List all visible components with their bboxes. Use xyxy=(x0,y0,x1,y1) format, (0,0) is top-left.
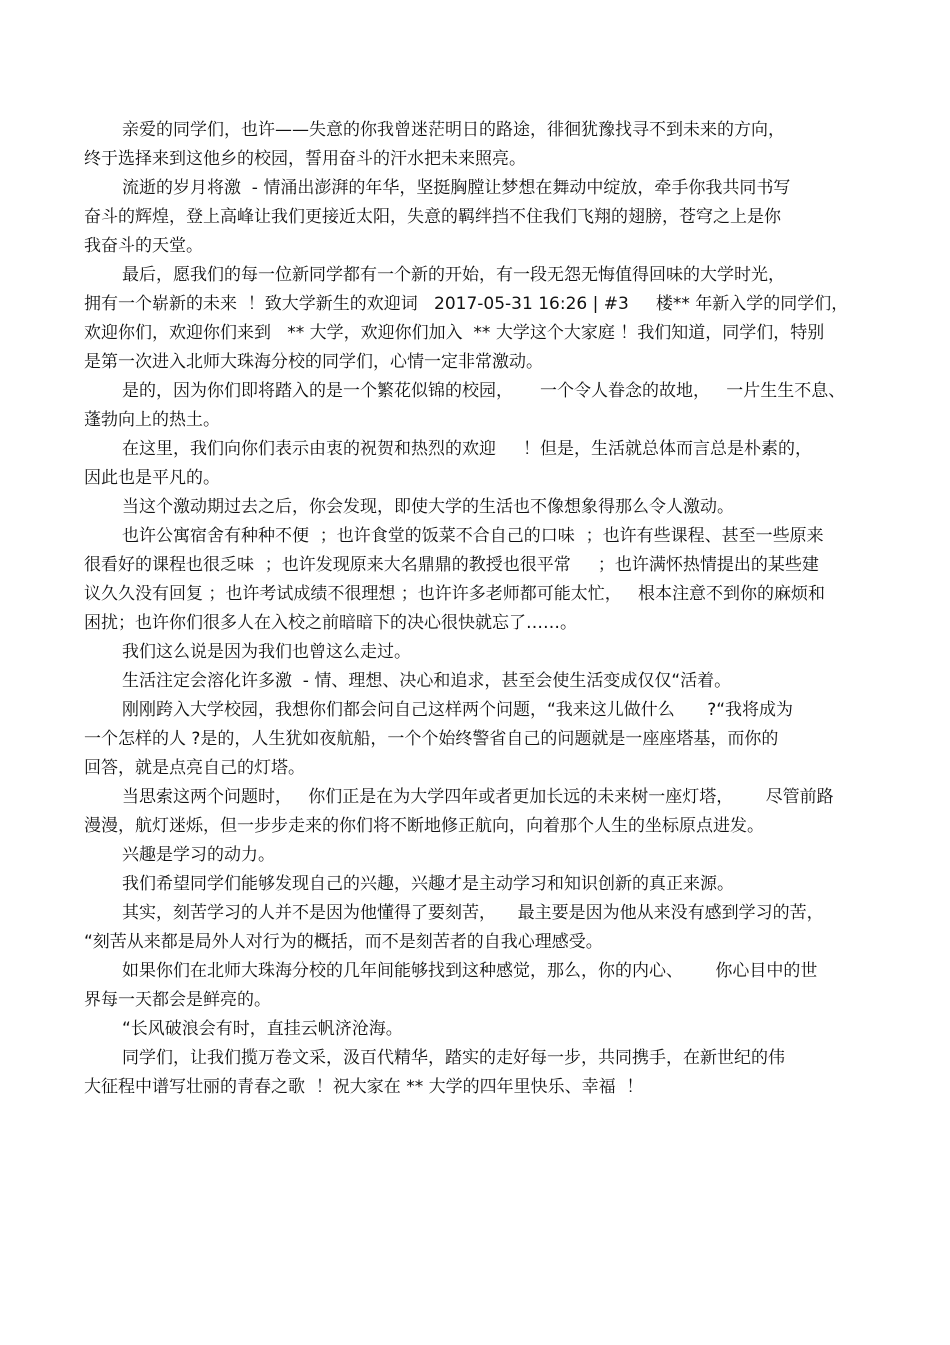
text-line: 同学们，让我们揽万卷文采，汲百代精华，踏实的走好每一步，共同携手，在新世纪的伟 xyxy=(122,1048,785,1068)
text-line: 回答，就是点亮自己的灯塔。 xyxy=(84,758,305,778)
text-line: 当思索这两个问题时， 你们正是在为大学四年或者更加长远的未来树一座灯塔， 尽管前路 xyxy=(122,787,834,807)
text-line: 欢迎你们，欢迎你们来到 ** 大学，欢迎你们加入 ** 大学这个大家庭 ！我们知道，同学们，特别 xyxy=(84,323,825,343)
document-body xyxy=(84,116,864,1102)
text-line: 在这里，我们向你们表示由衷的祝贺和热烈的欢迎 ！但是，生活就总体而言总是朴素的， xyxy=(122,439,813,459)
text-line: 我奋斗的天堂。 xyxy=(84,236,203,256)
text-line: 亲爱的同学们，也许——失意的你我曾迷茫明日的路途，徘徊犹豫找寻不到未来的方向， xyxy=(122,120,785,140)
text-line: 如果你们在北师大珠海分校的几年间能够找到这种感觉，那么，你的内心、 你心目中的世 xyxy=(122,961,818,981)
text-line: 是第一次进入北师大珠海分校的同学们，心情一定非常激动。 xyxy=(84,352,543,372)
text-line: 议久久没有回复 ；也许考试成绩不很理想 ；也许许多老师都可能太忙， 根本注意不到你的麻烦和 xyxy=(84,584,826,604)
text-line: 大征程中谱写壮丽的青春之歌 ！祝大家在 ** 大学的四年里快乐、幸福 ！ xyxy=(84,1077,644,1097)
text-line: 界每一天都会是鲜亮的。 xyxy=(84,990,271,1010)
text-line: 因此也是平凡的。 xyxy=(84,468,220,488)
text-line: 奋斗的辉煌，登上高峰让我们更接近太阳，失意的羁绊挡不住我们飞翔的翅膀，苍穹之上是你 xyxy=(84,207,781,227)
text-line: 终于选择来到这他乡的校园，誓用奋斗的汗水把未来照亮。 xyxy=(84,149,526,169)
text-line: 最后，愿我们的每一位新同学都有一个新的开始，有一段无怨无悔值得回味的大学时光， xyxy=(122,265,785,285)
text-line: 我们这么说是因为我们也曾这么走过。 xyxy=(122,642,411,662)
text-line: 我们希望同学们能够发现自己的兴趣，兴趣才是主动学习和知识创新的真正来源。 xyxy=(122,874,734,894)
text-line: 流逝的岁月将激 - 情涌出澎湃的年华，坚挺胸膛让梦想在舞动中绽放，牵手你我共同书写 xyxy=(122,178,791,198)
text-line: 刚刚跨入大学校园，我想你们都会问自己这样两个问题，“我来这儿做什么 ?“我将成为 xyxy=(122,700,794,720)
text-line: 生活注定会溶化许多激 - 情、理想、决心和追求，甚至会使生活变成仅仅“活着。 xyxy=(122,671,732,691)
text-line: 蓬勃向上的热土。 xyxy=(84,410,220,430)
text-line: 很看好的课程也很乏味 ；也许发现原来大名鼎鼎的教授也很平常 ；也许满怀热情提出的某些建 xyxy=(84,555,819,575)
text-line: 兴趣是学习的动力。 xyxy=(122,845,275,865)
text-line: 拥有一个崭新的未来 ！致大学新生的欢迎词 2017-05-31 16:26 | #3 楼** 年新入学的同学们， xyxy=(84,294,849,314)
text-line: 也许公寓宿舍有种种不便 ；也许食堂的饭菜不合自己的口味 ；也许有些课程、甚至一些原来 xyxy=(122,526,824,546)
text-line: 当这个激动期过去之后，你会发现，即使大学的生活也不像想象得那么令人激动。 xyxy=(122,497,734,517)
text-line: 是的，因为你们即将踏入的是一个繁花似锦的校园， 一个令人眷念的故地， 一片生生不息、 xyxy=(122,381,846,401)
text-line: 其实，刻苦学习的人并不是因为他懂得了要刻苦， 最主要是因为他从来没有感到学习的苦， xyxy=(122,903,824,923)
text-line: “长风破浪会有时，直挂云帆济沧海。 xyxy=(122,1019,403,1039)
text-line: “刻苦从来都是局外人对行为的概括，而不是刻苦者的自我心理感受。 xyxy=(84,932,603,952)
text-line: 一个怎样的人 ?是的，人生犹如夜航船，一个个始终警省自己的问题就是一座座塔基，而你的 xyxy=(84,729,779,749)
text-line: 困扰；也许你们很多人在入校之前暗暗下的决心很快就忘了……。 xyxy=(84,613,577,633)
text-line: 漫漫，航灯迷烁，但一步步走来的你们将不断地修正航向，向着那个人生的坐标原点进发。 xyxy=(84,816,764,836)
